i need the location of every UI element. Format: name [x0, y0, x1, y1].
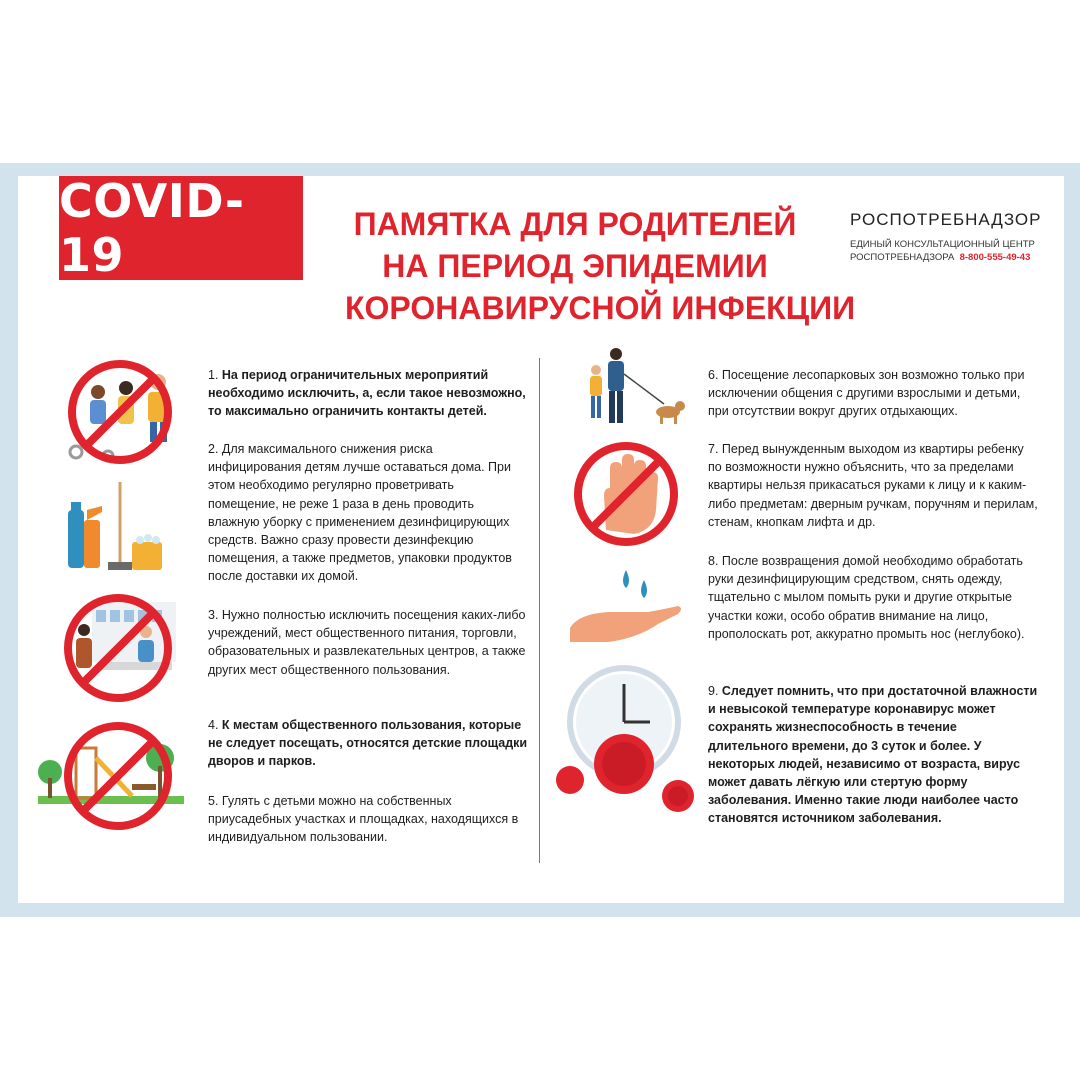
list-item-6: 6. Посещение лесопарковых зон возможно только при исключении общения с другими взрослыми и детьми, при отсутствии вокруг других отдыхающих. — [708, 368, 1025, 419]
list-item-4: 4. К местам общественного пользования, которые не следует посещать, относятся детские площадки дворов и парков. — [208, 718, 528, 769]
list-item-9: 9. Следует помнить, что при достаточной влажности и невысокой температуре коронавирус может сохранять жизнеспособность в течение длительного времени, до 3 суток и более. У некоторых людей, независимо от возраста, вирус может давать лёгкую или стертую форму заболевания. Именно такие люди наиболее часто становятся источником заболевания. — [708, 684, 1038, 826]
poster-title — [345, 203, 856, 329]
virus-clock-icon — [552, 664, 702, 824]
list-item-7: 7. Перед вынужденным выходом из квартиры ребенку по возможности нужно объяснить, что за пределами квартиры нельзя прикасаться руками к лицу и к каким-либо предметам: дверным ручкам, поручням и перилам, стенам, кнопкам лифта и др. — [708, 442, 1038, 529]
no-playground-icon — [36, 718, 186, 838]
org-block — [850, 210, 1055, 264]
hand-sanitizer-icon — [568, 566, 684, 646]
title-line-1: ПАМЯТКА ДЛЯ РОДИТЕЛЕЙ — [353, 206, 797, 242]
list-item-3: 3. Нужно полностью исключить посещения каких-либо учреждений, мест общественного питания, торговли, образовательных и развлекательных центров, а также других мест общественного пользования. — [208, 608, 526, 677]
title-line-3: КОРОНАВИРУСНОЙ ИНФЕКЦИИ — [345, 290, 856, 326]
org-phone: 8-800-555-49-43 — [959, 252, 1031, 263]
title-line-2: НА ПЕРИОД ЭПИДЕМИИ — [382, 248, 768, 284]
list-item-5: 5. Гулять с детьми можно на собственных приусадебных участках и площадках, находящихся в индивидуальном пользовании. — [208, 794, 519, 845]
no-touch-icon — [570, 438, 682, 550]
no-public-places-icon — [62, 592, 180, 704]
list-item-8: 8. После возвращения домой необходимо обработать руки дезинфицирующим средством, снять одежду, тщательно с мылом помыть руки и другие открытые участки кожи, особо обратив внимание на лицо, прополоскать рот, аккуратно промыть нос (неглубоко). — [708, 554, 1025, 641]
list-item-2: 2. Для максимального снижения риска инфицирования детям лучше оставаться дома. При этом необходимо регулярно проветривать помещение, не реже 1 раза в день проводить влажную уборку с применением дезинфицирующих средств. Важно сразу провести дезинфекцию помещения, а также предметов, упаковки продуктов после доставки их домой. — [208, 442, 512, 584]
org-subtitle — [850, 238, 1055, 264]
org-line-2: РОСПОТРЕБНАДЗОРА — [850, 252, 955, 263]
column-divider — [539, 358, 540, 863]
org-name: РОСПОТРЕБНАДЗОР — [850, 210, 1042, 229]
list-item-1: 1. На период ограничительных мероприятий необходимо исключить, а, если такое невозможно, то максимально ограничить контакты детей. — [208, 368, 526, 419]
walk-in-park-icon — [582, 348, 692, 430]
no-kids-contact-icon — [60, 356, 184, 468]
cleaning-supplies-icon — [62, 480, 172, 575]
covid-badge: COVID-19 — [59, 176, 303, 280]
org-line-1: ЕДИНЫЙ КОНСУЛЬТАЦИОННЫЙ ЦЕНТР — [850, 239, 1035, 250]
